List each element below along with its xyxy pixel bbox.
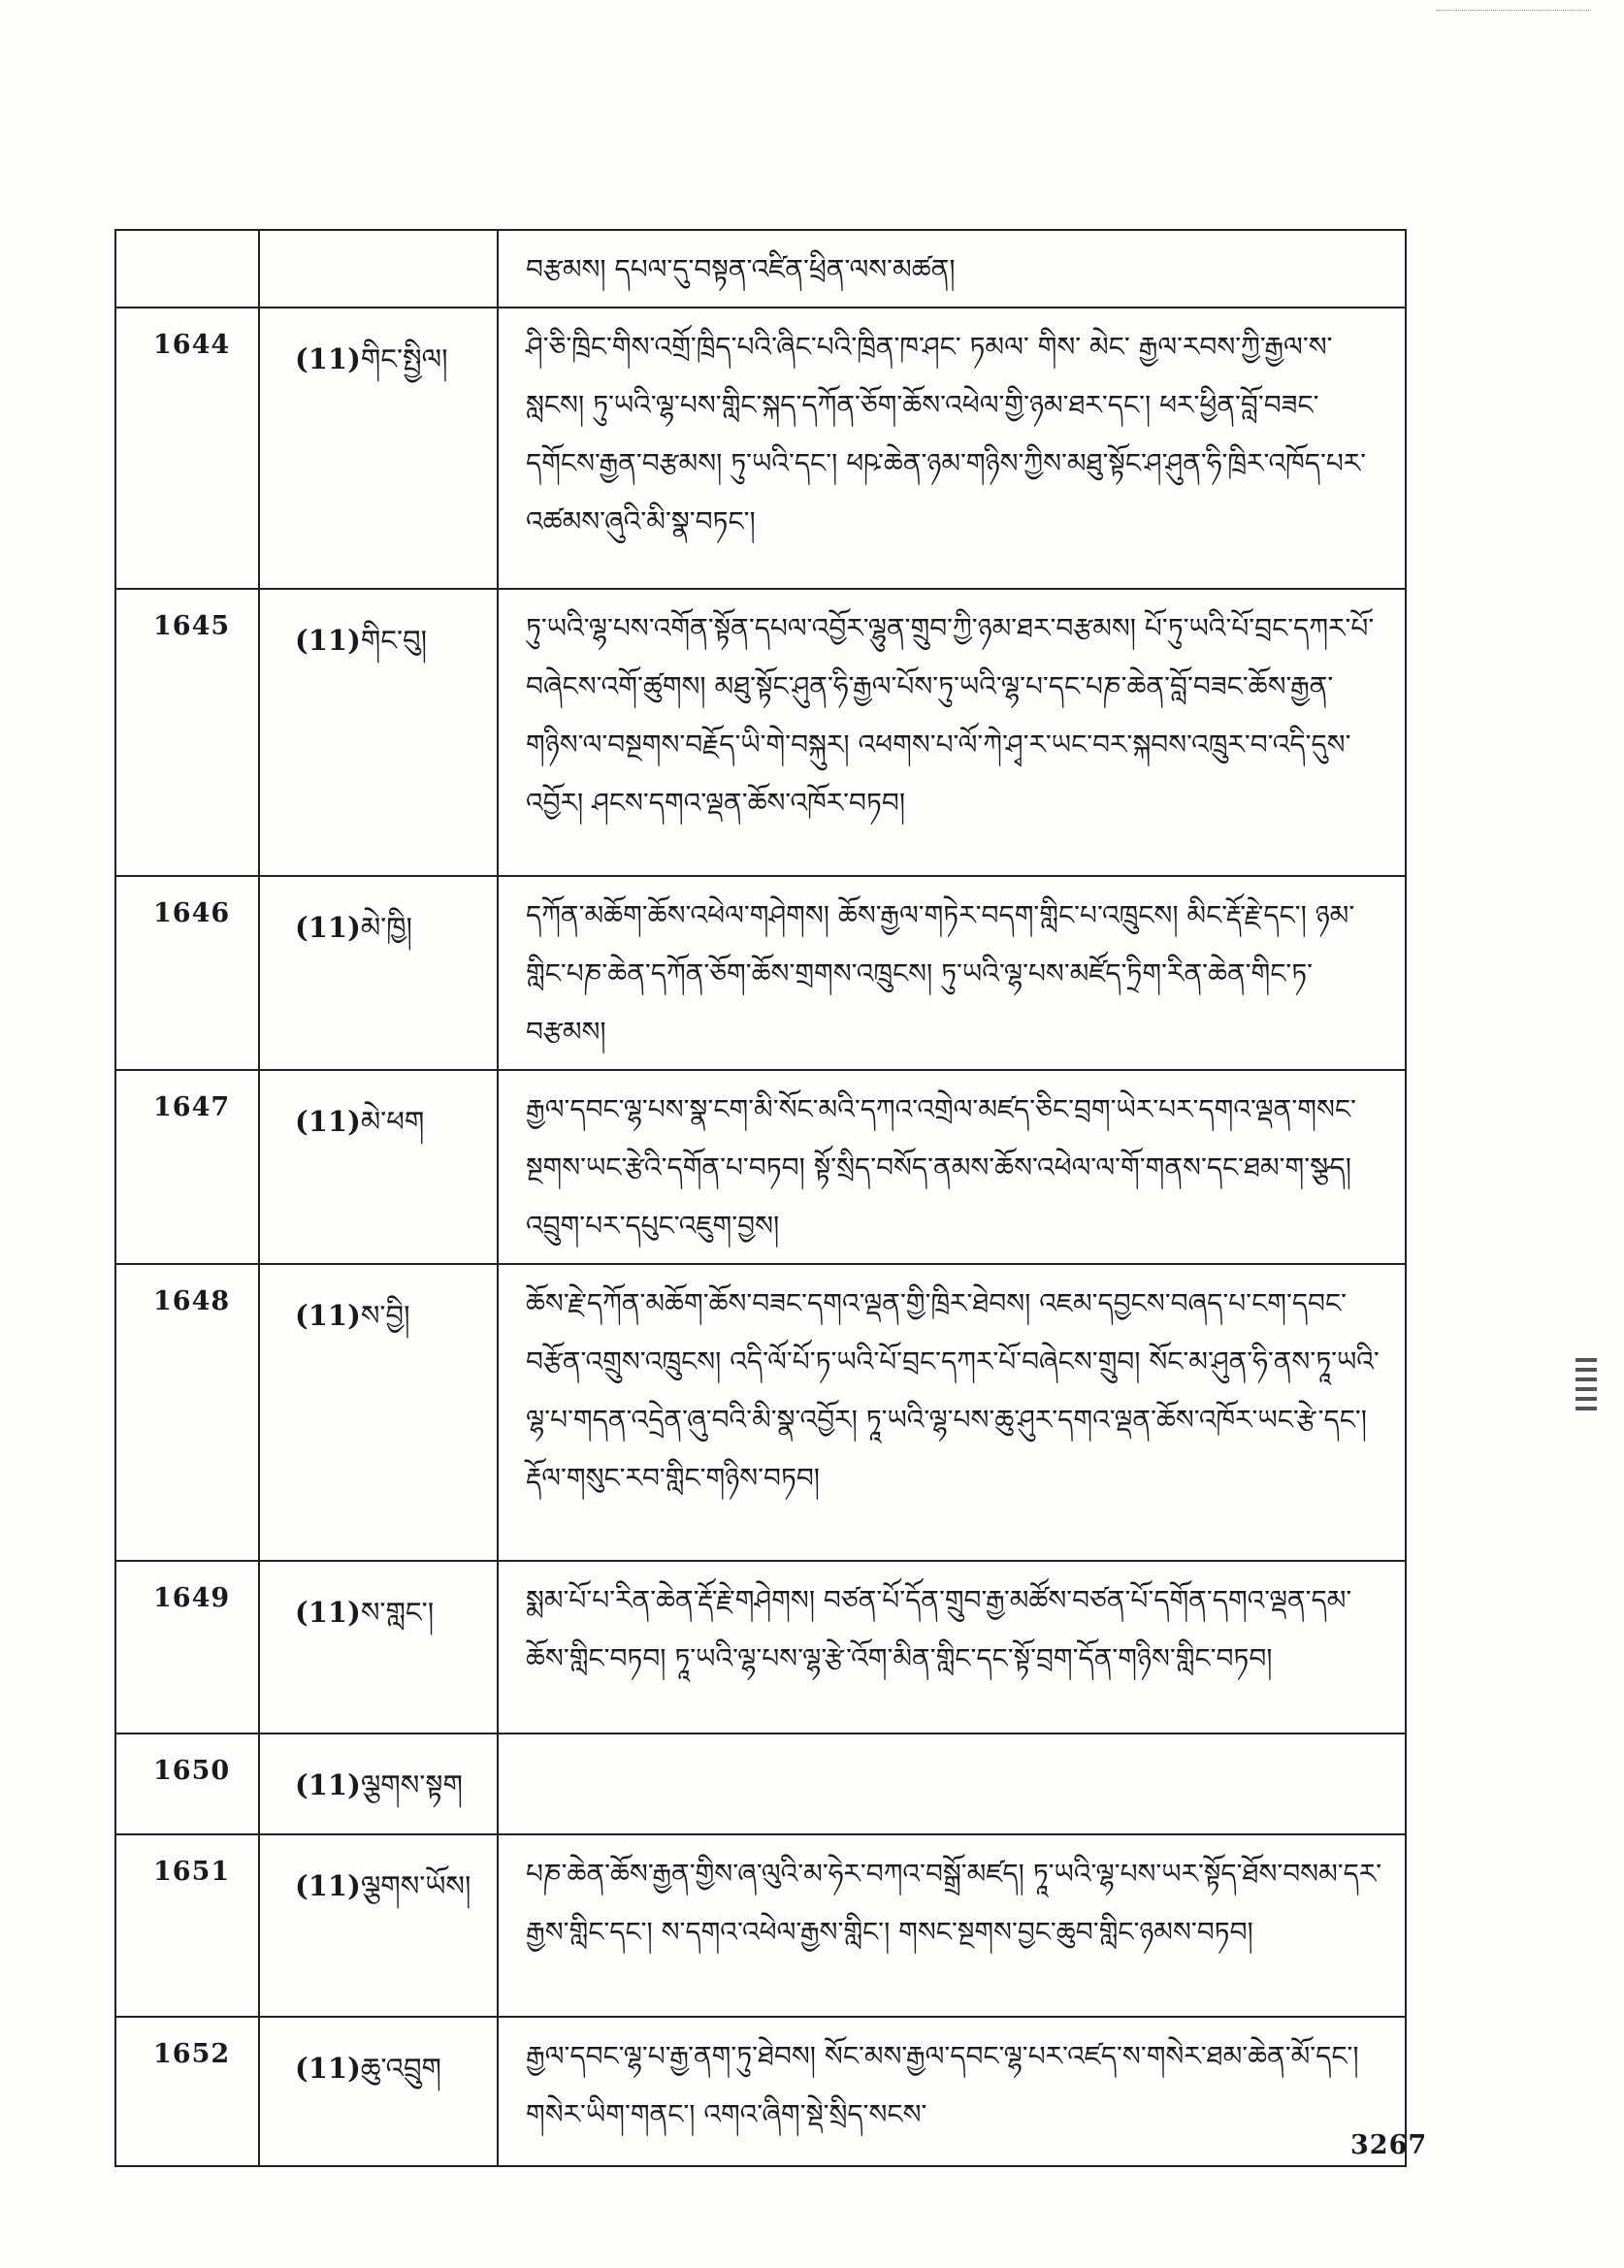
cycle-cell: (11)མེ་ཕག (259, 1070, 498, 1264)
event-cell: བརྩམས། དཔལ་དུ་བསྟན་འཛིན་ཕྲིན་ལས་མཚན། (498, 230, 1406, 308)
event-cell: ཆོས་རྗེ་དཀོན་མཆོག་ཆོས་བཟང་དགའ་ལྡན་གྱི་ཁྲིར་ཐེབས། འཇམ་དབྱངས་བཞད་པ་ངག་དབང་བརྩོན་འགྲུས་འཁྲུངས། འདི་ལོ་པོ་ཏ་ཡའི་པོ་བྲང་དཀར་པོ་བཞེངས་གྲུབ། སོང་མ་ཤུན་ཧི་ནས་ཏཱ་ཡའི་ལྷ་པ་གདན་འདྲེན་ཞུ་བའི་མི་སྣ་འབྱོར། ཏཱ་ཡའི་ལྷ་པས་ཆུ་ཤུར་དགའ་ལྡན་ཆོས་འཁོར་ཡང་རྩེ་དང་། རྡོལ་གསུང་རབ་གླིང་གཉིས་བཏབ། (498, 1264, 1406, 1561)
table-row (115, 589, 1406, 876)
table-row (115, 1264, 1406, 1561)
cycle-cell: (11)ས་གླང་། (259, 1561, 498, 1733)
table-row (115, 1070, 1406, 1264)
table-row (115, 1834, 1406, 2017)
scan-edge-line (1436, 10, 1591, 12)
cycle-cell: (11)ཆུ་འབྲུག (259, 2017, 498, 2166)
event-cell (498, 1733, 1406, 1834)
cycle-cell: (11)ལྕགས་ཡོས། (259, 1834, 498, 2017)
cycle-cell: (11)ས་བྱི། (259, 1264, 498, 1561)
year-cell: 1648 (115, 1264, 259, 1561)
year-cell (115, 230, 259, 308)
cycle-cell (259, 230, 498, 308)
year-cell: 1649 (115, 1561, 259, 1733)
year-cell: 1647 (115, 1070, 259, 1264)
table-row (115, 308, 1406, 589)
table-row (115, 2017, 1406, 2166)
cycle-cell: (11)གིང་བུ། (259, 589, 498, 876)
chronology-table (114, 229, 1407, 2167)
year-cell: 1651 (115, 1834, 259, 2017)
event-cell: པཎ་ཆེན་ཆོས་རྒྱན་གྱིས་ཞ་ལུའི་མ་ཧེར་བཀའ་བསྒྲོ་མཛད། ཏཱ་ཡའི་ལྷ་པས་ཡར་སྟོད་ཐོས་བསམ་དར་རྒྱས་གླིང་དང་། ས་དགའ་འཕེལ་རྒྱས་གླིང་། གསང་སྔགས་བྱང་ཆུབ་གླིང་ཉམས་བཏབ། (498, 1834, 1406, 2017)
table-row (115, 1561, 1406, 1733)
cycle-cell: (11)མེ་ཁྱི། (259, 876, 498, 1070)
table-row (115, 876, 1406, 1070)
event-cell: སྨམ་པོ་པ་རིན་ཆེན་རྡོ་རྗེ་གཤེགས། བཙན་པོ་དོན་གྲུབ་རྒྱ་མཚོས་བཙན་པོ་དགོན་དགའ་ལྡན་དམ་ཆོས་གླིང་བཏབ། ཏཱ་ཡའི་ལྷ་པས་ལྷ་རྩེ་འོག་མིན་གླིང་དང་སྟོ་བྲག་དོན་གཉིས་གླིང་བཏབ། (498, 1561, 1406, 1733)
year-cell: 1646 (115, 876, 259, 1070)
year-cell: 1652 (115, 2017, 259, 2166)
year-cell: 1650 (115, 1733, 259, 1834)
event-cell: དཀོན་མཆོག་ཆོས་འཕེལ་གཤེགས། ཆོས་རྒྱལ་གཏེར་བདག་གླིང་པ་འཁྲུངས། མིང་རྡོ་རྗེ་དང་། ཉམ་གླིང་པཎ་ཆེན་དཀོན་ཅོག་ཆོས་གྲགས་འཁྲུངས། ཏུ་ཡའི་ལྷ་པས་མཛོད་ཏྲིག་རིན་ཆེན་གིང་ཏ་བརྩམས། (498, 876, 1406, 1070)
cycle-cell: (11)གིང་སྤྱིལ། (259, 308, 498, 589)
event-cell: ཤི་ཅི་ཁྲིང་གིས་འགྲོ་ཁྲིད་པའི་ཞིང་པའི་ཁྲིན་ཁ་ཤང་ ཏམལ་ གིས་ མེང་ རྒྱལ་རབས་ཀྱི་རྒྱལ་ས་སླངས། ཏུ་ཡའི་ལྷ་པས་གླིང་སྐད་དཀོན་ཅོག་ཆོས་འཕེལ་གྱི་ཉམ་ཐར་དང་། ཕར་ཕྱིན་བློ་བཟང་དགོངས་རྒྱན་བརྩམས། ཏུ་ཡའི་དང་། ཕཥ་ཆེན་ཉམ་གཉིས་ཀྱིས་མཐུ་སྟོང་ཤ་ཤུན་ཧི་ཁྲིར་འཁོད་པར་འཚམས་ཞུའི་མི་སྣ་བཏང་། (498, 308, 1406, 589)
binding-marks (1575, 1358, 1597, 1416)
year-cell: 1644 (115, 308, 259, 589)
table-row (115, 230, 1406, 308)
table-row (115, 1733, 1406, 1834)
event-cell: ཏུ་ཡའི་ལྷ་པས་འགོན་སྟོན་དཔལ་འབྱོར་ལྷུན་གྲུབ་ཀྱི་ཉམ་ཐར་བརྩམས། པོ་ཏུ་ཡའི་པོ་བྲང་དཀར་པོ་བཞེངས་འགོ་ཚུགས། མཐུ་སྟོང་ཤུན་ཧི་རྒྱལ་པོས་ཏུ་ཡའི་ལྷ་པ་དང་པཎ་ཆེན་བློ་བཟང་ཆོས་རྒྱན་གཉིས་ལ་བསྔགས་བརྗོད་ཡི་གེ་བསྐུར། འཕགས་པ་ལོ་ཀེ་ཤྭ་ར་ཡང་བར་སྐབས་འཁྲུར་བ་འདི་དུས་འབྱོར། ཤངས་དགའ་ལྡན་ཆོས་འཁོར་བཏབ། (498, 589, 1406, 876)
event-cell: རྒྱལ་དབང་ལྷ་པ་རྒྱ་ནག་ཏུ་ཐེབས། སོང་མས་རྒྱལ་དབང་ལྷ་པར་འཛད་ས་གསེར་ཐམ་ཆེན་མོ་དང་། གསེར་ཡིག་གནང་། འགའ་ཞིག་སྡེ་སྲིད་སངས་ (498, 2017, 1406, 2166)
page-number: 3267 (1350, 2130, 1428, 2160)
year-cell: 1645 (115, 589, 259, 876)
cycle-cell: (11)ལྕགས་སྟག (259, 1733, 498, 1834)
event-cell: རྒྱལ་དབང་ལྷ་པས་སྣ་ངག་མི་སོང་མའི་དཀའ་འགྲེལ་མཛད་ཅིང་བྲག་ཡེར་པར་དགའ་ལྡན་གསང་སྔགས་ཡང་རྩེའི་དགོན་པ་བཏབ། སྟོ་སྲིད་བསོད་ནམས་ཆོས་འཕེལ་ལ་གོ་གནས་དང་ཐམ་ག་སྩད། འབྲུག་པར་དཔུང་འཇུག་བྱས། (498, 1070, 1406, 1264)
